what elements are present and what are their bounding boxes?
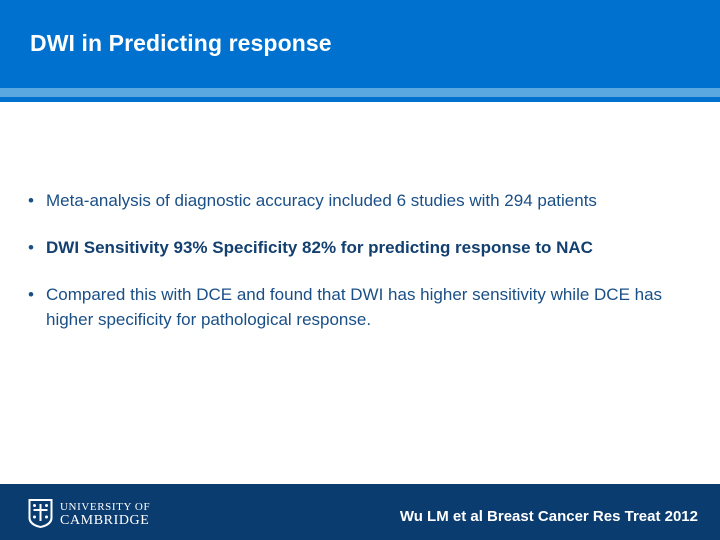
list-item bbox=[24, 235, 696, 260]
list-item bbox=[24, 188, 696, 213]
slide-body bbox=[24, 188, 696, 354]
header-rule-light bbox=[0, 88, 720, 97]
bullet-marker-icon: • bbox=[28, 285, 34, 304]
bullet-text: DWI Sensitivity 93% Specificity 82% for predicting response to NAC bbox=[46, 238, 593, 257]
bullet-marker-icon: • bbox=[28, 238, 34, 257]
list-item bbox=[24, 282, 696, 332]
bullet-text: Compared this with DCE and found that DWI has higher sensitivity while DCE has higher specificity for pathological response. bbox=[46, 285, 663, 329]
bullet-marker-icon: • bbox=[28, 191, 34, 210]
header-rule-dark bbox=[0, 97, 720, 102]
university-wordmark-line1: UNIVERSITY OF bbox=[60, 501, 151, 513]
page-title: DWI in Predicting response bbox=[30, 30, 332, 56]
bullet-text: Meta-analysis of diagnostic accuracy included 6 studies with 294 patients bbox=[46, 191, 597, 210]
footer-citation: Wu LM et al Breast Cancer Res Treat 2012 bbox=[399, 508, 698, 525]
cambridge-crest-icon bbox=[27, 498, 54, 529]
university-wordmark bbox=[60, 500, 150, 528]
university-wordmark-line2: CAMBRIDGE bbox=[60, 513, 150, 528]
